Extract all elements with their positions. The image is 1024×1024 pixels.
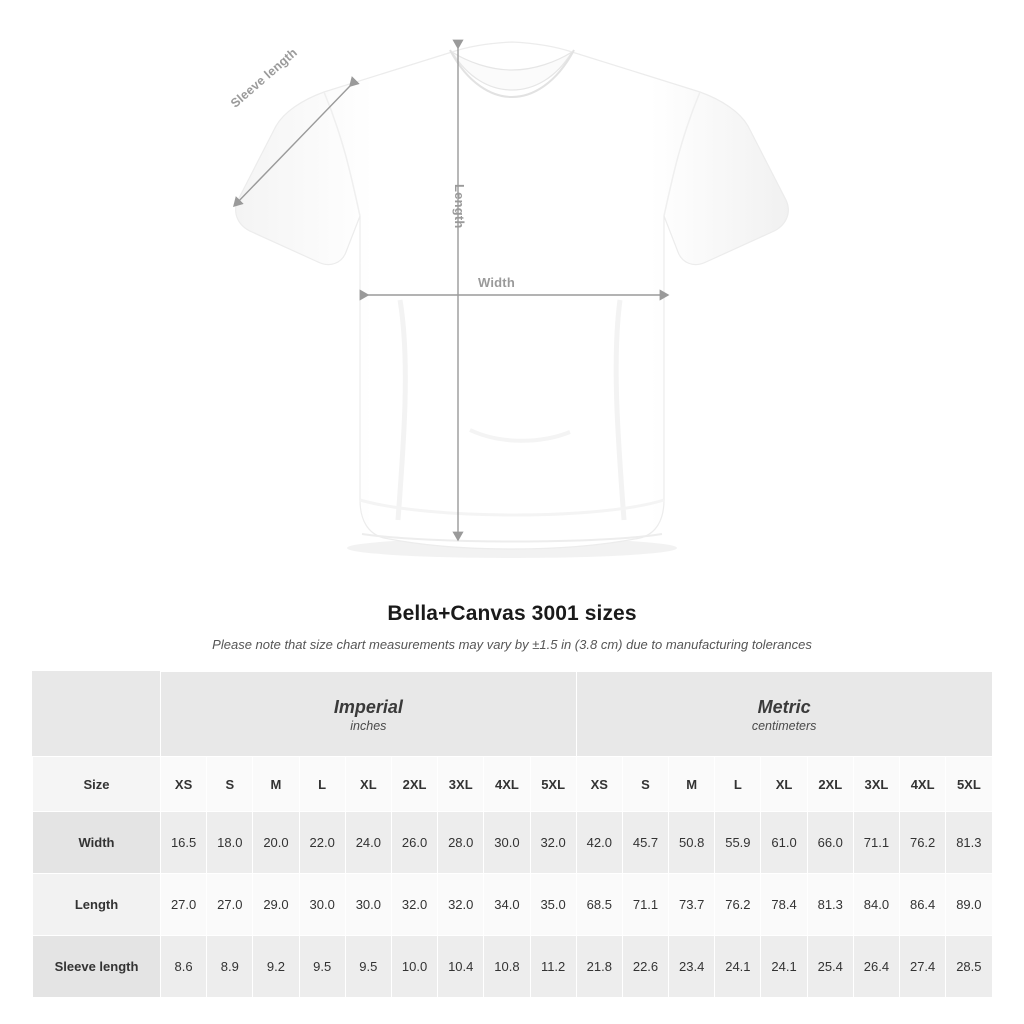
cell-length: 30.0 <box>345 874 391 936</box>
size-header-cell: XS <box>161 757 207 812</box>
table-row <box>33 936 993 998</box>
size-header-cell: S <box>207 757 253 812</box>
cell-width: 45.7 <box>622 812 668 874</box>
cell-length: 32.0 <box>438 874 484 936</box>
cell-width: 81.3 <box>946 812 992 874</box>
cell-sleeve: 8.6 <box>161 936 207 998</box>
cell-sleeve: 24.1 <box>761 936 807 998</box>
table-row <box>33 812 993 874</box>
cell-sleeve: 27.4 <box>900 936 946 998</box>
cell-length: 27.0 <box>161 874 207 936</box>
sleeve-length-label: Sleeve length <box>228 45 300 111</box>
cell-width: 22.0 <box>299 812 345 874</box>
cell-width: 18.0 <box>207 812 253 874</box>
cell-width: 66.0 <box>807 812 853 874</box>
table-header-row <box>33 757 993 812</box>
size-header-cell: 3XL <box>438 757 484 812</box>
cell-width: 30.0 <box>484 812 530 874</box>
cell-length: 68.5 <box>576 874 622 936</box>
cell-length: 86.4 <box>900 874 946 936</box>
cell-sleeve: 10.0 <box>391 936 437 998</box>
cell-length: 30.0 <box>299 874 345 936</box>
size-header-cell: 2XL <box>391 757 437 812</box>
size-header-cell: S <box>622 757 668 812</box>
title-block <box>0 602 1024 652</box>
cell-length: 71.1 <box>622 874 668 936</box>
unit-group-imperial-name: Imperial <box>333 696 403 717</box>
size-header-cell: 2XL <box>807 757 853 812</box>
width-label: Width <box>478 275 515 290</box>
size-header-cell: 4XL <box>900 757 946 812</box>
cell-sleeve: 26.4 <box>853 936 899 998</box>
cell-length: 84.0 <box>853 874 899 936</box>
cell-sleeve: 28.5 <box>946 936 992 998</box>
cell-length: 78.4 <box>761 874 807 936</box>
cell-length: 73.7 <box>669 874 715 936</box>
unit-group-imperial <box>161 672 577 757</box>
size-header-cell: 5XL <box>946 757 992 812</box>
row-label-sleeve-length: Sleeve length <box>33 936 161 998</box>
cell-length: 35.0 <box>530 874 576 936</box>
cell-width: 20.0 <box>253 812 299 874</box>
cell-width: 32.0 <box>530 812 576 874</box>
size-header-cell: XL <box>761 757 807 812</box>
size-header-cell: L <box>299 757 345 812</box>
cell-length: 29.0 <box>253 874 299 936</box>
cell-sleeve: 21.8 <box>576 936 622 998</box>
cell-length: 76.2 <box>715 874 761 936</box>
length-label: Length <box>452 184 467 229</box>
cell-sleeve: 8.9 <box>207 936 253 998</box>
cell-width: 55.9 <box>715 812 761 874</box>
cell-length: 81.3 <box>807 874 853 936</box>
unit-group-row <box>33 672 993 757</box>
cell-width: 76.2 <box>900 812 946 874</box>
size-header-cell: 5XL <box>530 757 576 812</box>
cell-sleeve: 9.2 <box>253 936 299 998</box>
size-header-cell: XS <box>576 757 622 812</box>
cell-sleeve: 9.5 <box>345 936 391 998</box>
cell-length: 89.0 <box>946 874 992 936</box>
cell-width: 61.0 <box>761 812 807 874</box>
cell-sleeve: 22.6 <box>622 936 668 998</box>
cell-width: 50.8 <box>669 812 715 874</box>
cell-width: 28.0 <box>438 812 484 874</box>
cell-width: 16.5 <box>161 812 207 874</box>
cell-sleeve: 24.1 <box>715 936 761 998</box>
size-header-cell: XL <box>345 757 391 812</box>
table-row <box>33 874 993 936</box>
cell-length: 34.0 <box>484 874 530 936</box>
unit-group-imperial-sub: inches <box>350 719 387 734</box>
size-header-cell: L <box>715 757 761 812</box>
size-chart-table <box>32 671 993 998</box>
cell-sleeve: 9.5 <box>299 936 345 998</box>
cell-length: 27.0 <box>207 874 253 936</box>
row-label-length: Length <box>33 874 161 936</box>
cell-sleeve: 25.4 <box>807 936 853 998</box>
header-size-label: Size <box>33 757 161 812</box>
size-table-wrapper <box>32 671 992 998</box>
size-header-cell: M <box>253 757 299 812</box>
unit-group-metric-sub: centimeters <box>751 719 817 734</box>
cell-width: 42.0 <box>576 812 622 874</box>
cell-sleeve: 11.2 <box>530 936 576 998</box>
cell-width: 26.0 <box>391 812 437 874</box>
size-header-cell: M <box>669 757 715 812</box>
cell-sleeve: 10.8 <box>484 936 530 998</box>
unit-group-metric-name: Metric <box>757 696 811 717</box>
tolerance-note: Please note that size chart measurements may vary by ±1.5 in (3.8 cm) due to manufacturing tolerances <box>212 637 812 652</box>
cell-sleeve: 23.4 <box>669 936 715 998</box>
cell-length: 32.0 <box>391 874 437 936</box>
cell-sleeve: 10.4 <box>438 936 484 998</box>
row-label-width: Width <box>33 812 161 874</box>
size-header-cell: 4XL <box>484 757 530 812</box>
page-title: Bella+Canvas 3001 sizes <box>387 602 637 625</box>
cell-width: 24.0 <box>345 812 391 874</box>
unit-group-metric <box>576 672 992 757</box>
cell-width: 71.1 <box>853 812 899 874</box>
corner-cell <box>33 672 161 757</box>
size-header-cell: 3XL <box>853 757 899 812</box>
